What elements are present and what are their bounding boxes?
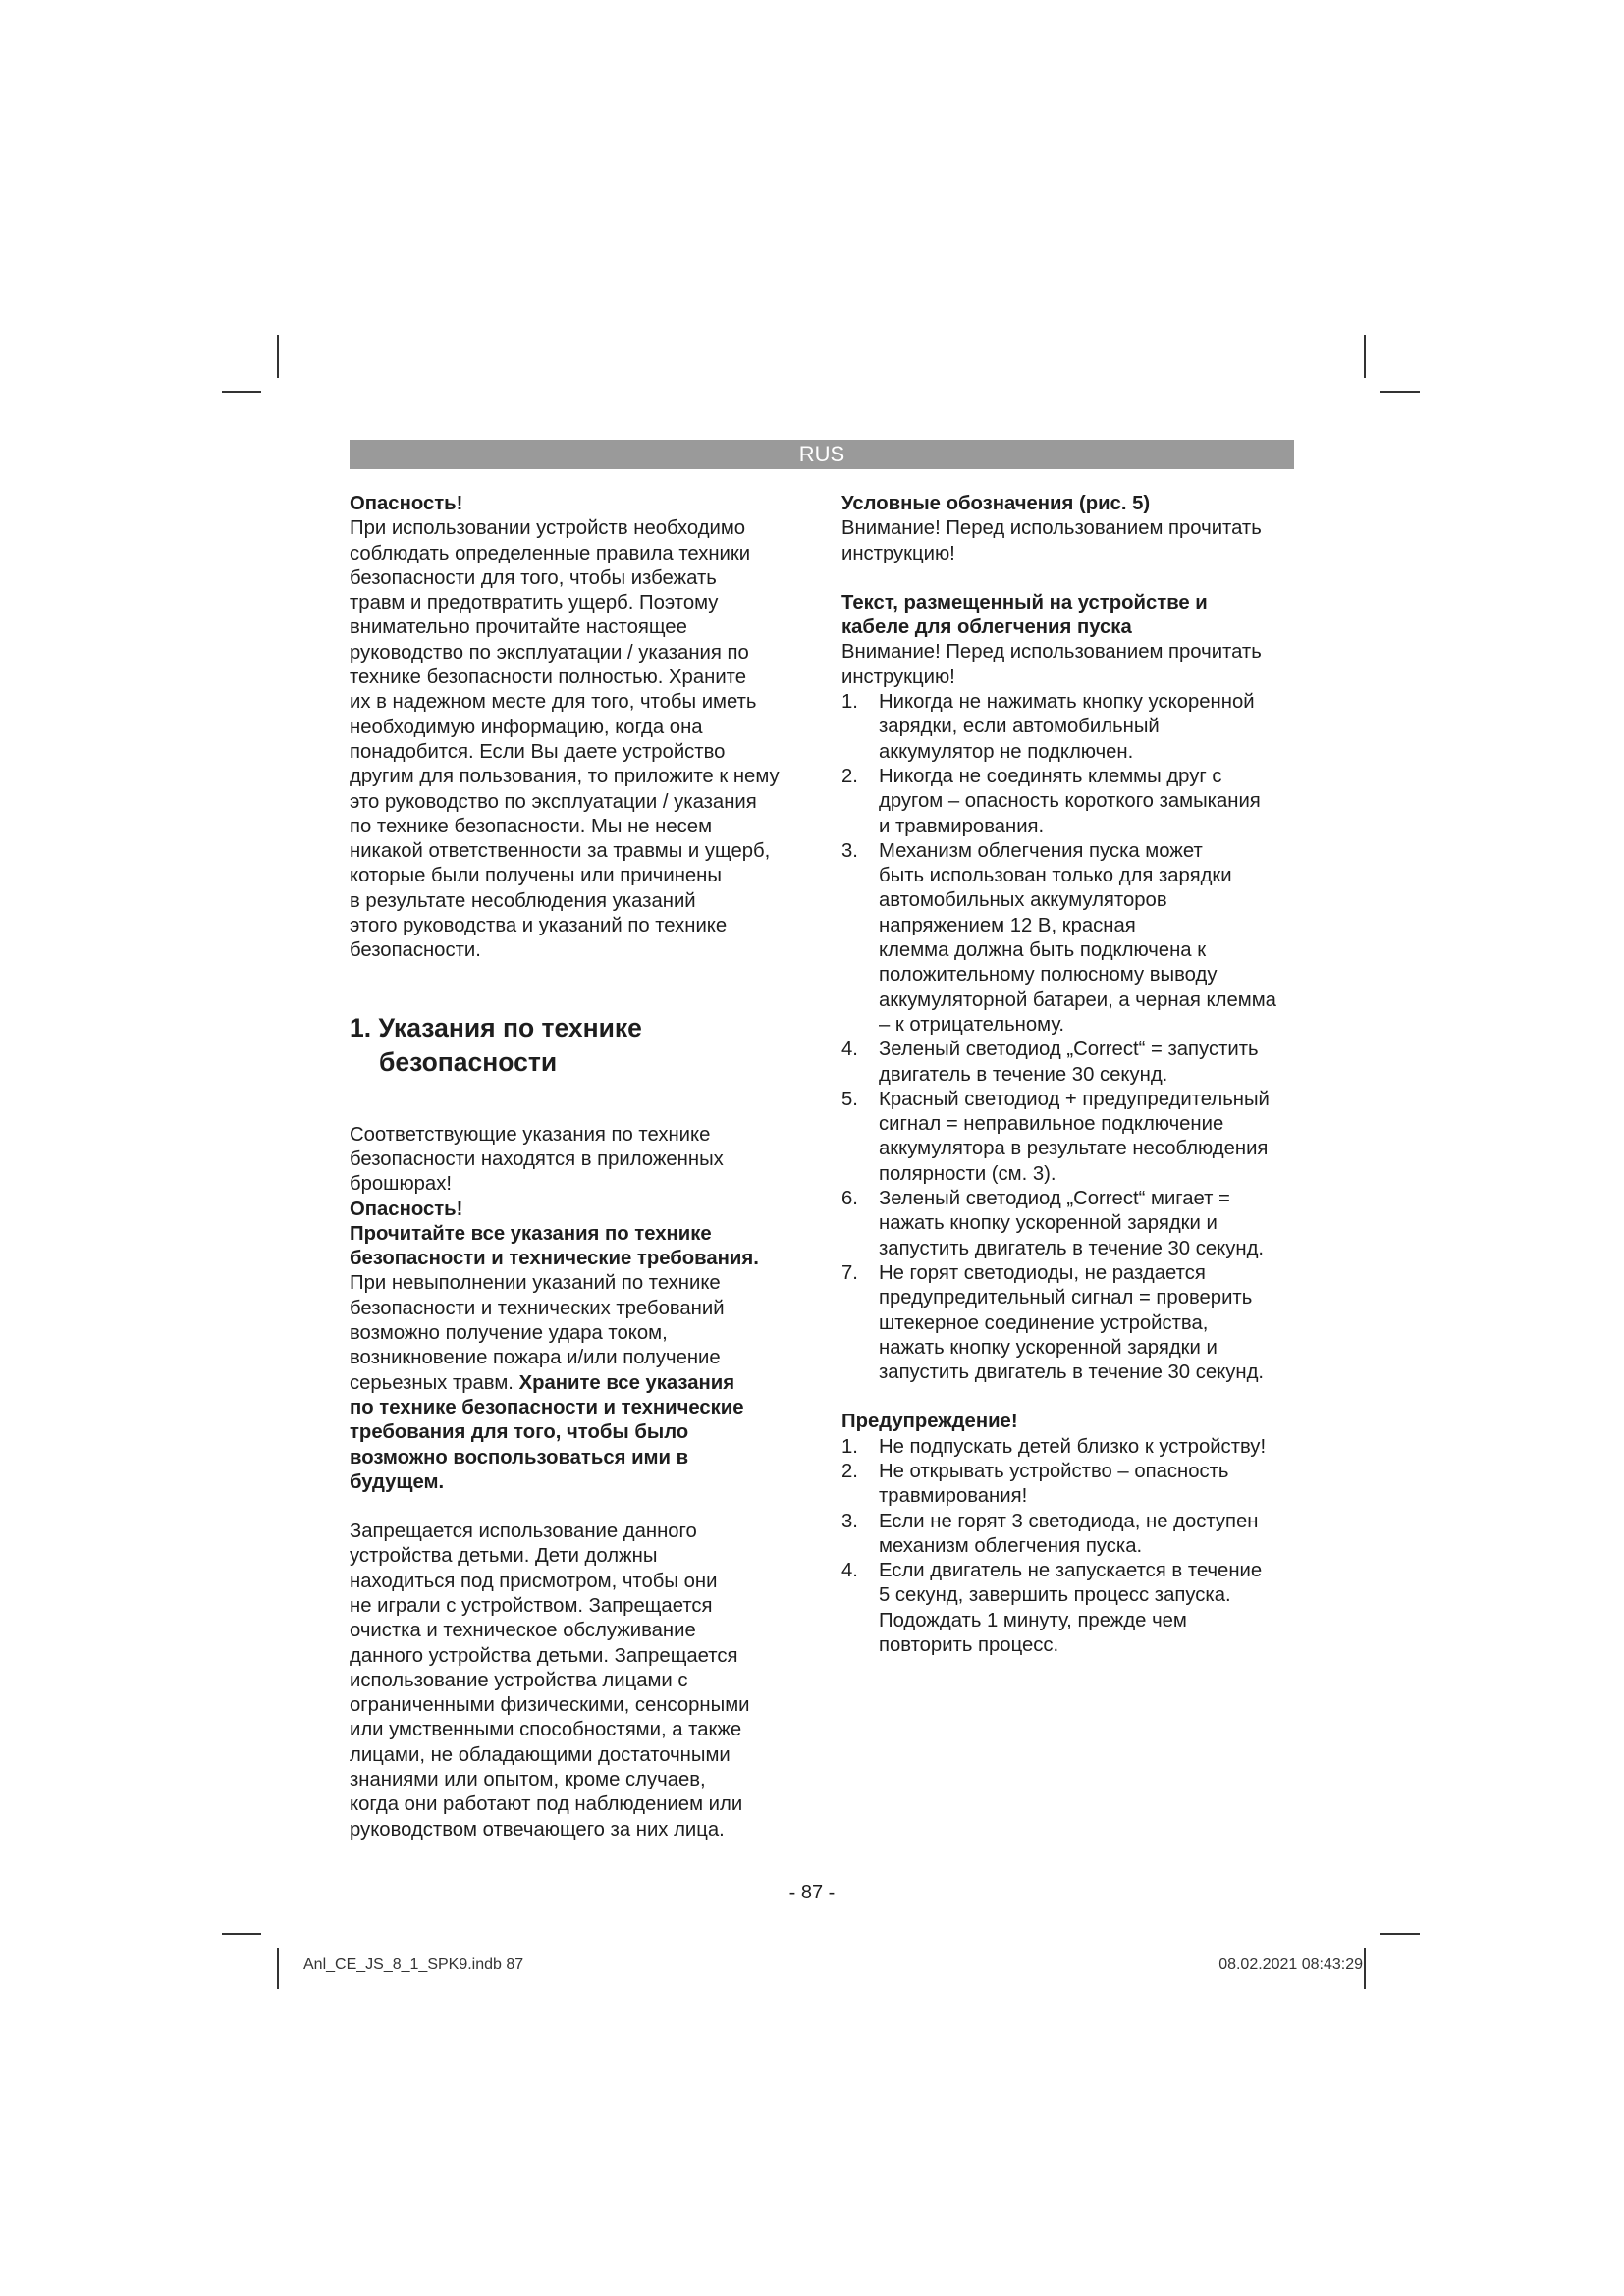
device-text-intro: Внимание! Перед использованием прочитать инструкцию! [841, 641, 1262, 688]
list-item-text: Если не горят 3 светодиода, не доступен механизм облегчения пуска. [879, 1510, 1259, 1557]
list-item [841, 1460, 1297, 1510]
language-header-bar [350, 440, 1294, 469]
danger-title: Опасность! [350, 493, 463, 514]
list-item-text: Не горят светодиоды, не раздается предупредительный сигнал = проверить штекерное соединение устройства, нажать кнопку ускоренной зарядки и запустить двигатель в течение 30 секунд. [879, 1261, 1265, 1384]
list-item-number: 7. [841, 1261, 858, 1284]
crop-mark-bottom-left-vertical [277, 1948, 279, 1989]
failure-text: При невыполнении указаний по технике безопасности и технических требований возможно получение удара током, возникновение пожара и/или получение серьезных травм. [350, 1272, 725, 1394]
list-item-number: 3. [841, 1510, 858, 1532]
symbols-paragraph: Внимание! Перед использованием прочитать инструкцию! [841, 517, 1262, 564]
list-item [841, 1088, 1297, 1187]
danger-paragraph: При использовании устройств необходимо соблюдать определенные правила техники безопасности для того, чтобы избежать травм и предотвратить ущерб. Поэтому внимательно прочитайте настоящее руководство по эксплуатации / указания по технике безопасности полностью. Храните их в надежном месте для того, чтобы иметь необходимую информацию, когда она понадобится. Если Вы даете устройство другим для пользования, то приложите к нему это руководство по эксплуатации / указания по технике безопасности. Мы не несем никакой ответственности за травмы и ущерб, которые были получены или причинены в результате несоблюдения указаний этого руководства и указаний по технике безопасности. [350, 517, 780, 962]
list-item-number: 2. [841, 1460, 858, 1482]
crop-mark-bottom-left-horizontal [222, 1933, 261, 1935]
list-item-text: Никогда не соединять клеммы друг с другом – опасность короткого замыкания и травмирования. [879, 765, 1261, 837]
danger-title-2: Опасность! [350, 1198, 463, 1220]
list-item [841, 1187, 1297, 1261]
intro-paragraph: Соответствующие указания по технике безопасности находятся в приложенных брошюрах! [350, 1123, 724, 1196]
warning-list [841, 1435, 1297, 1659]
list-item [841, 1261, 1297, 1385]
list-item-text: Зеленый светодиод „Correct“ мигает = нажать кнопку ускоренной зарядки и запустить двигатель в течение 30 секунд. [879, 1188, 1265, 1259]
list-item-number: 5. [841, 1088, 858, 1110]
list-item-number: 4. [841, 1560, 858, 1582]
read-all-instructions: Прочитайте все указания по технике безопасности и технические требования. [350, 1222, 759, 1270]
left-column [350, 492, 803, 1842]
page-number: - 87 - [788, 1882, 836, 1903]
list-item-text: Если двигатель не запускается в течение 5 секунд, завершить процесс запуска. Подождать 1 минуту, прежде чем повторить процесс. [879, 1560, 1263, 1657]
crop-mark-top-right-vertical [1364, 335, 1366, 378]
list-item-number: 4. [841, 1039, 858, 1061]
crop-mark-top-left-vertical [277, 335, 279, 378]
list-item [841, 1038, 1297, 1088]
list-item-text: Не подпускать детей близко к устройству! [879, 1435, 1267, 1458]
list-item-text: Зеленый светодиод „Correct“ = запустить двигатель в течение 30 секунд. [879, 1039, 1259, 1086]
footer-timestamp: 08.02.2021 08:43:29 [1218, 1956, 1363, 1973]
list-item [841, 690, 1297, 765]
list-item [841, 765, 1297, 839]
section-heading: 1. Указания по технике безопасности [350, 1012, 642, 1077]
keep-instructions-text: Храните все указания по технике безопасности и технические требования для того, чтобы было возможно воспользоваться ими в будущем. [350, 1371, 744, 1493]
list-item [841, 1559, 1297, 1658]
crop-mark-top-left-horizontal [222, 391, 261, 393]
crop-mark-top-right-horizontal [1380, 391, 1420, 393]
list-item [841, 1435, 1297, 1460]
language-label: RUS [798, 442, 845, 466]
failure-paragraph [350, 1271, 803, 1495]
list-item-text: Механизм облегчения пуска может быть использован только для зарядки автомобильных аккумуляторов напряжением 12 В, красная клемма должна быть подключена к положительному полюсному выводу аккумуляторной батареи, а черная клемма – к отрицательному. [879, 839, 1276, 1036]
list-item-number: 3. [841, 839, 858, 862]
list-item [841, 839, 1297, 1038]
list-item-number: 1. [841, 1435, 858, 1458]
symbols-title: Условные обозначения (рис. 5) [841, 493, 1151, 514]
device-text-title: Текст, размещенный на устройстве и кабеле для облегчения пуска [841, 591, 1208, 639]
crop-mark-bottom-right-vertical [1364, 1948, 1366, 1989]
right-column [841, 492, 1297, 1658]
list-item-text: Красный светодиод + предупредительный сигнал = неправильное подключение аккумулятора в результате несоблюдения полярности (см. 3). [879, 1088, 1270, 1185]
list-item-number: 1. [841, 691, 858, 714]
device-text-list [841, 690, 1297, 1385]
list-item-text: Никогда не нажимать кнопку ускоренной зарядки, если автомобильный аккумулятор не подключен. [879, 691, 1255, 763]
crop-mark-bottom-right-horizontal [1380, 1933, 1420, 1935]
list-item-number: 2. [841, 765, 858, 787]
list-item [841, 1510, 1297, 1560]
warning-title: Предупреждение! [841, 1411, 1018, 1433]
footer-file-info: Anl_CE_JS_8_1_SPK9.indb 87 [303, 1956, 524, 1973]
list-item-number: 6. [841, 1188, 858, 1210]
list-item-text: Не открывать устройство – опасность травмирования! [879, 1460, 1229, 1508]
children-paragraph: Запрещается использование данного устройства детьми. Дети должны находиться под присмотром, чтобы они не играли с устройством. Запрещается очистка и техническое обслуживание данного устройства детьми. Запрещается использование устройства лицами с ограниченными физическими, сенсорными или умственными способностями, а также лицами, не обладающими достаточными знаниями или опытом, кроме случаев, когда они работают под наблюдением или руководством отвечающего за них лица. [350, 1521, 750, 1841]
